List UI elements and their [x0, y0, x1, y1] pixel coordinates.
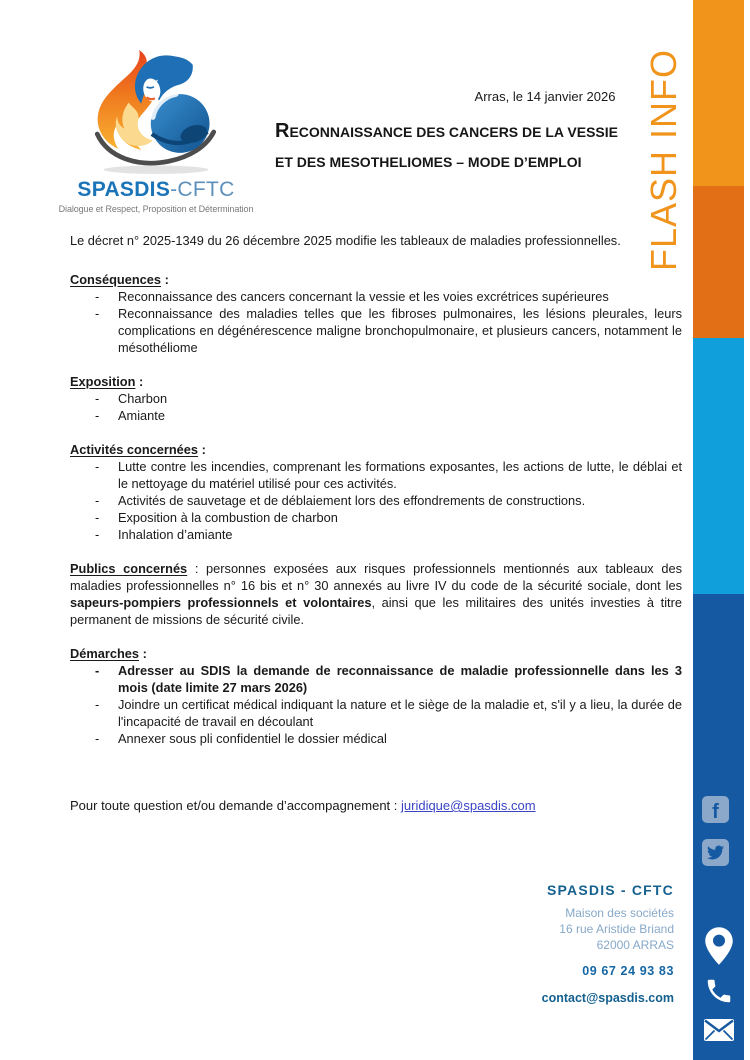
footer-contact-block — [542, 882, 674, 1005]
heading-colon: : — [198, 442, 206, 457]
heading-colon: : — [135, 374, 144, 389]
footer-phone[interactable]: 09 67 24 93 83 — [582, 964, 674, 978]
date-line: Arras, le 14 janvier 2026 — [474, 89, 616, 104]
contact-question-line — [70, 797, 682, 814]
section-activites — [70, 441, 682, 543]
publics-text-1: personnes exposées aux risques professionnels mentionnés aux tableaux des maladies professionnelles n° 16 bis et n° 30 annexés au livre IV du code de la sécurité sociale, dont les — [70, 561, 682, 593]
list-item: - Adresser au SDIS la demande de reconnaissance de maladie professionnelle dans les 3 mois (date limite 27 mars 2026) — [70, 662, 682, 696]
heading-label: Exposition — [70, 374, 136, 389]
publics-text-2: , ainsi que les militaires des unités investies à titre permanent de missions de sécurité civile. — [70, 595, 682, 627]
footer-address-line: Maison des sociétés — [565, 906, 674, 920]
page-title — [275, 116, 647, 177]
section-heading — [70, 645, 682, 662]
document-body — [70, 232, 682, 814]
section-heading — [70, 271, 682, 288]
section-heading — [70, 441, 682, 458]
publics-sep: : — [187, 561, 207, 576]
title-line-1: RECONNAISSANCE DES CANCERS DE LA VESSIE — [275, 120, 618, 142]
footer-email-link[interactable]: contact@spasdis.com — [541, 991, 674, 1005]
stripe-segment-light-blue — [693, 338, 744, 594]
publics-bold: sapeurs-pompiers professionnels et volontaires — [70, 595, 372, 610]
list-item: - Lutte contre les incendies, comprenant les formations exposantes, les actions de lutte, le déblai et le nettoyage du matériel utilisé pour ces activités. — [70, 458, 682, 492]
section-demarches — [70, 645, 682, 747]
list-item: - Activités de sauvetage et de déblaiement lors des effondrements de constructions. — [70, 492, 682, 509]
list-item: - Amiante — [70, 407, 682, 424]
stripe-segment-dark-orange — [693, 186, 744, 338]
list-item: - Exposition à la combustion de charbon — [70, 509, 682, 526]
list-item: - Reconnaissance des maladies telles que les fibroses pulmonaires, les lésions pleurales, leurs complications en dégénérescence maligne bronchopulmonaire, et plusieurs cancers, notamment le mésothéliome — [70, 305, 682, 356]
list-item: - Annexer sous pli confidentiel le dossier médical — [70, 730, 682, 747]
title-line-2: ET DES MESOTHELIOMES – MODE D’EMPLOI — [275, 154, 582, 170]
logo-org-main: SPASDIS — [77, 178, 171, 201]
contact-question-text: Pour toute question et/ou demande d’accompagnement : — [70, 798, 401, 813]
stripe-segment-orange — [693, 0, 744, 186]
heading-label: Démarches — [70, 646, 140, 661]
heading-colon: : — [161, 272, 169, 287]
spasdis-logo-block — [46, 48, 266, 214]
side-color-stripe — [693, 0, 744, 1060]
intro-paragraph: Le décret n° 2025-1349 du 26 décembre 2025 modifie les tableaux de maladies professionnelles. — [70, 233, 621, 248]
section-consequences — [70, 271, 682, 356]
list-item: - Joindre un certificat médical indiquant la nature et le siège de la maladie et, s'il y a lieu, la durée de l'incapacité de travail en découlant — [70, 696, 682, 730]
list-item: - Reconnaissance des cancers concernant la vessie et les voies excrétrices supérieures — [70, 288, 682, 305]
footer-address — [542, 905, 674, 953]
heading-colon: : — [139, 646, 147, 661]
footer-org-name: SPASDIS - CFTC — [547, 882, 674, 898]
logo-org-suffix: -CFTC — [170, 178, 235, 201]
facebook-f-glyph: f — [712, 801, 719, 823]
section-exposition — [70, 373, 682, 424]
juridique-email-link[interactable]: juridique@spasdis.com — [401, 798, 536, 813]
footer-address-line: 62000 ARRAS — [596, 938, 674, 952]
mail-icon[interactable] — [703, 1018, 735, 1042]
list-item: - Charbon — [70, 390, 682, 407]
spasdis-flame-logo-icon — [71, 48, 241, 176]
footer-address-line: 16 rue Aristide Briand — [559, 922, 674, 936]
twitter-icon[interactable] — [702, 839, 729, 866]
publics-lead: Publics concernés — [70, 561, 188, 576]
location-icon[interactable] — [704, 926, 734, 966]
heading-label: Activités concernées — [70, 442, 199, 457]
flash-info-banner: FLASH INFO — [643, 48, 684, 272]
logo-tagline: Dialogue et Respect, Proposition et Détermination — [58, 204, 254, 214]
list-item: - Inhalation d’amiante — [70, 526, 682, 543]
publics-paragraph — [70, 560, 682, 628]
logo-org-name — [46, 178, 266, 202]
phone-icon[interactable] — [704, 976, 734, 1006]
facebook-icon[interactable] — [702, 796, 729, 823]
twitter-bird-glyph — [707, 845, 724, 860]
heading-label: Conséquences — [70, 272, 162, 287]
section-heading — [70, 373, 682, 390]
